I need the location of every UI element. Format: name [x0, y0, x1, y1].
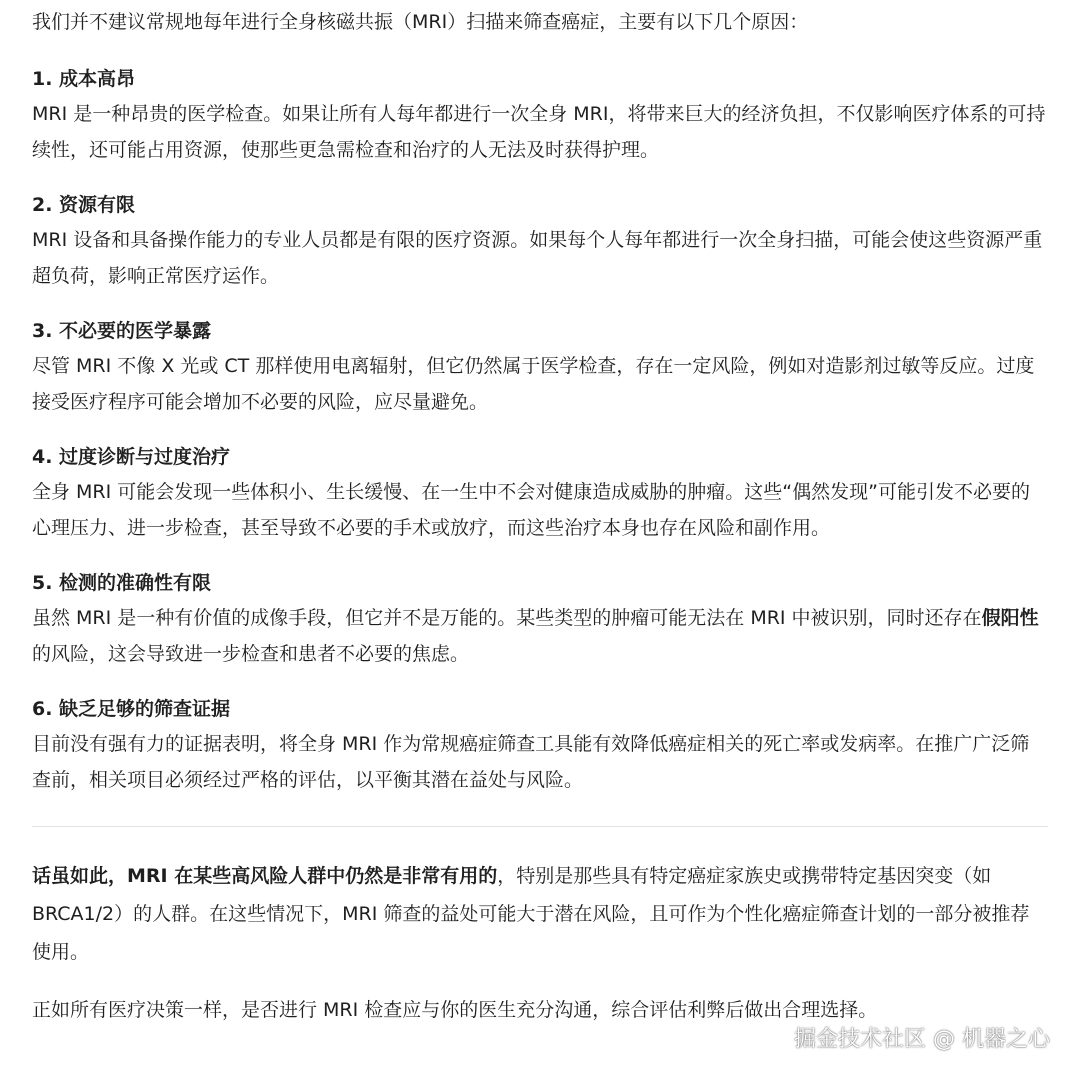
closing-text: ，特别是那些具有特定癌症家族史或携带特定基因突变（如 BRCA1/2）的人群。在这些情况下，MRI 筛查的益处可能大于潜在风险，且可作为个性化癌症筛查计划的一部分被推荐使用。: [32, 865, 1030, 963]
section-evidence: [32, 692, 1048, 798]
watermark: 掘金技术社区 @ 机器之心: [794, 1027, 1050, 1052]
closing-emphasis: 话虽如此，MRI 在某些高风险人群中仍然是非常有用的: [32, 865, 498, 887]
intro-paragraph: 我们并不建议常规地每年进行全身核磁共振（MRI）扫描来筛查癌症，主要有以下几个原因：: [32, 11, 809, 33]
section-title: 3. 不必要的医学暴露: [32, 320, 212, 342]
section-title: 2. 资源有限: [32, 194, 136, 216]
body-text: 虽然 MRI 是一种有价值的成像手段，但它并不是万能的。某些类型的肿瘤可能无法在 MRI 中被识别，同时还存在: [32, 607, 982, 629]
section-accuracy: [32, 566, 1048, 672]
section-body: 尽管 MRI 不像 X 光或 CT 那样使用电离辐射，但它仍然属于医学检查，存在一定风险，例如对造影剂过敏等反应。过度接受医疗程序可能会增加不必要的风险，应尽量避免。: [32, 355, 1035, 413]
section-overdiagnosis: [32, 440, 1048, 546]
closing-paragraph: [32, 857, 1048, 971]
body-text: 的风险，这会导致进一步检查和患者不必要的焦虑。: [32, 643, 470, 665]
section-title: 5. 检测的准确性有限: [32, 572, 212, 594]
section-exposure: [32, 314, 1048, 420]
final-paragraph: 正如所有医疗决策一样，是否进行 MRI 检查应与你的医生充分沟通，综合评估利弊后做出合理选择。: [32, 999, 878, 1021]
section-title: 1. 成本高昂: [32, 68, 136, 90]
section-body: MRI 是一种昂贵的医学检查。如果让所有人每年都进行一次全身 MRI，将带来巨大的经济负担，不仅影响医疗体系的可持续性，还可能占用资源，使那些更急需检查和治疗的人无法及时获得护理。: [32, 103, 1046, 161]
section-body: 目前没有强有力的证据表明，将全身 MRI 作为常规癌症筛查工具能有效降低癌症相关的死亡率或发病率。在推广广泛筛查前，相关项目必须经过严格的评估，以平衡其潜在益处与风险。: [32, 733, 1030, 791]
section-title: 4. 过度诊断与过度治疗: [32, 446, 231, 468]
section-body: MRI 设备和具备操作能力的专业人员都是有限的医疗资源。如果每个人每年都进行一次全身扫描，可能会使这些资源严重超负荷，影响正常医疗运作。: [32, 229, 1043, 287]
section-body: [32, 600, 1048, 672]
section-body: 全身 MRI 可能会发现一些体积小、生长缓慢、在一生中不会对健康造成威胁的肿瘤。这些“偶然发现”可能引发不必要的心理压力、进一步检查，甚至导致不必要的手术或放疗，而这些治疗本身也存在风险和副作用。: [32, 481, 1030, 539]
section-title: 6. 缺乏足够的筛查证据: [32, 698, 231, 720]
section-cost: [32, 62, 1048, 168]
false-positive-emphasis: 假阳性: [981, 607, 1039, 629]
divider: [32, 826, 1048, 827]
article: [32, 4, 1048, 1049]
section-resources: [32, 188, 1048, 294]
